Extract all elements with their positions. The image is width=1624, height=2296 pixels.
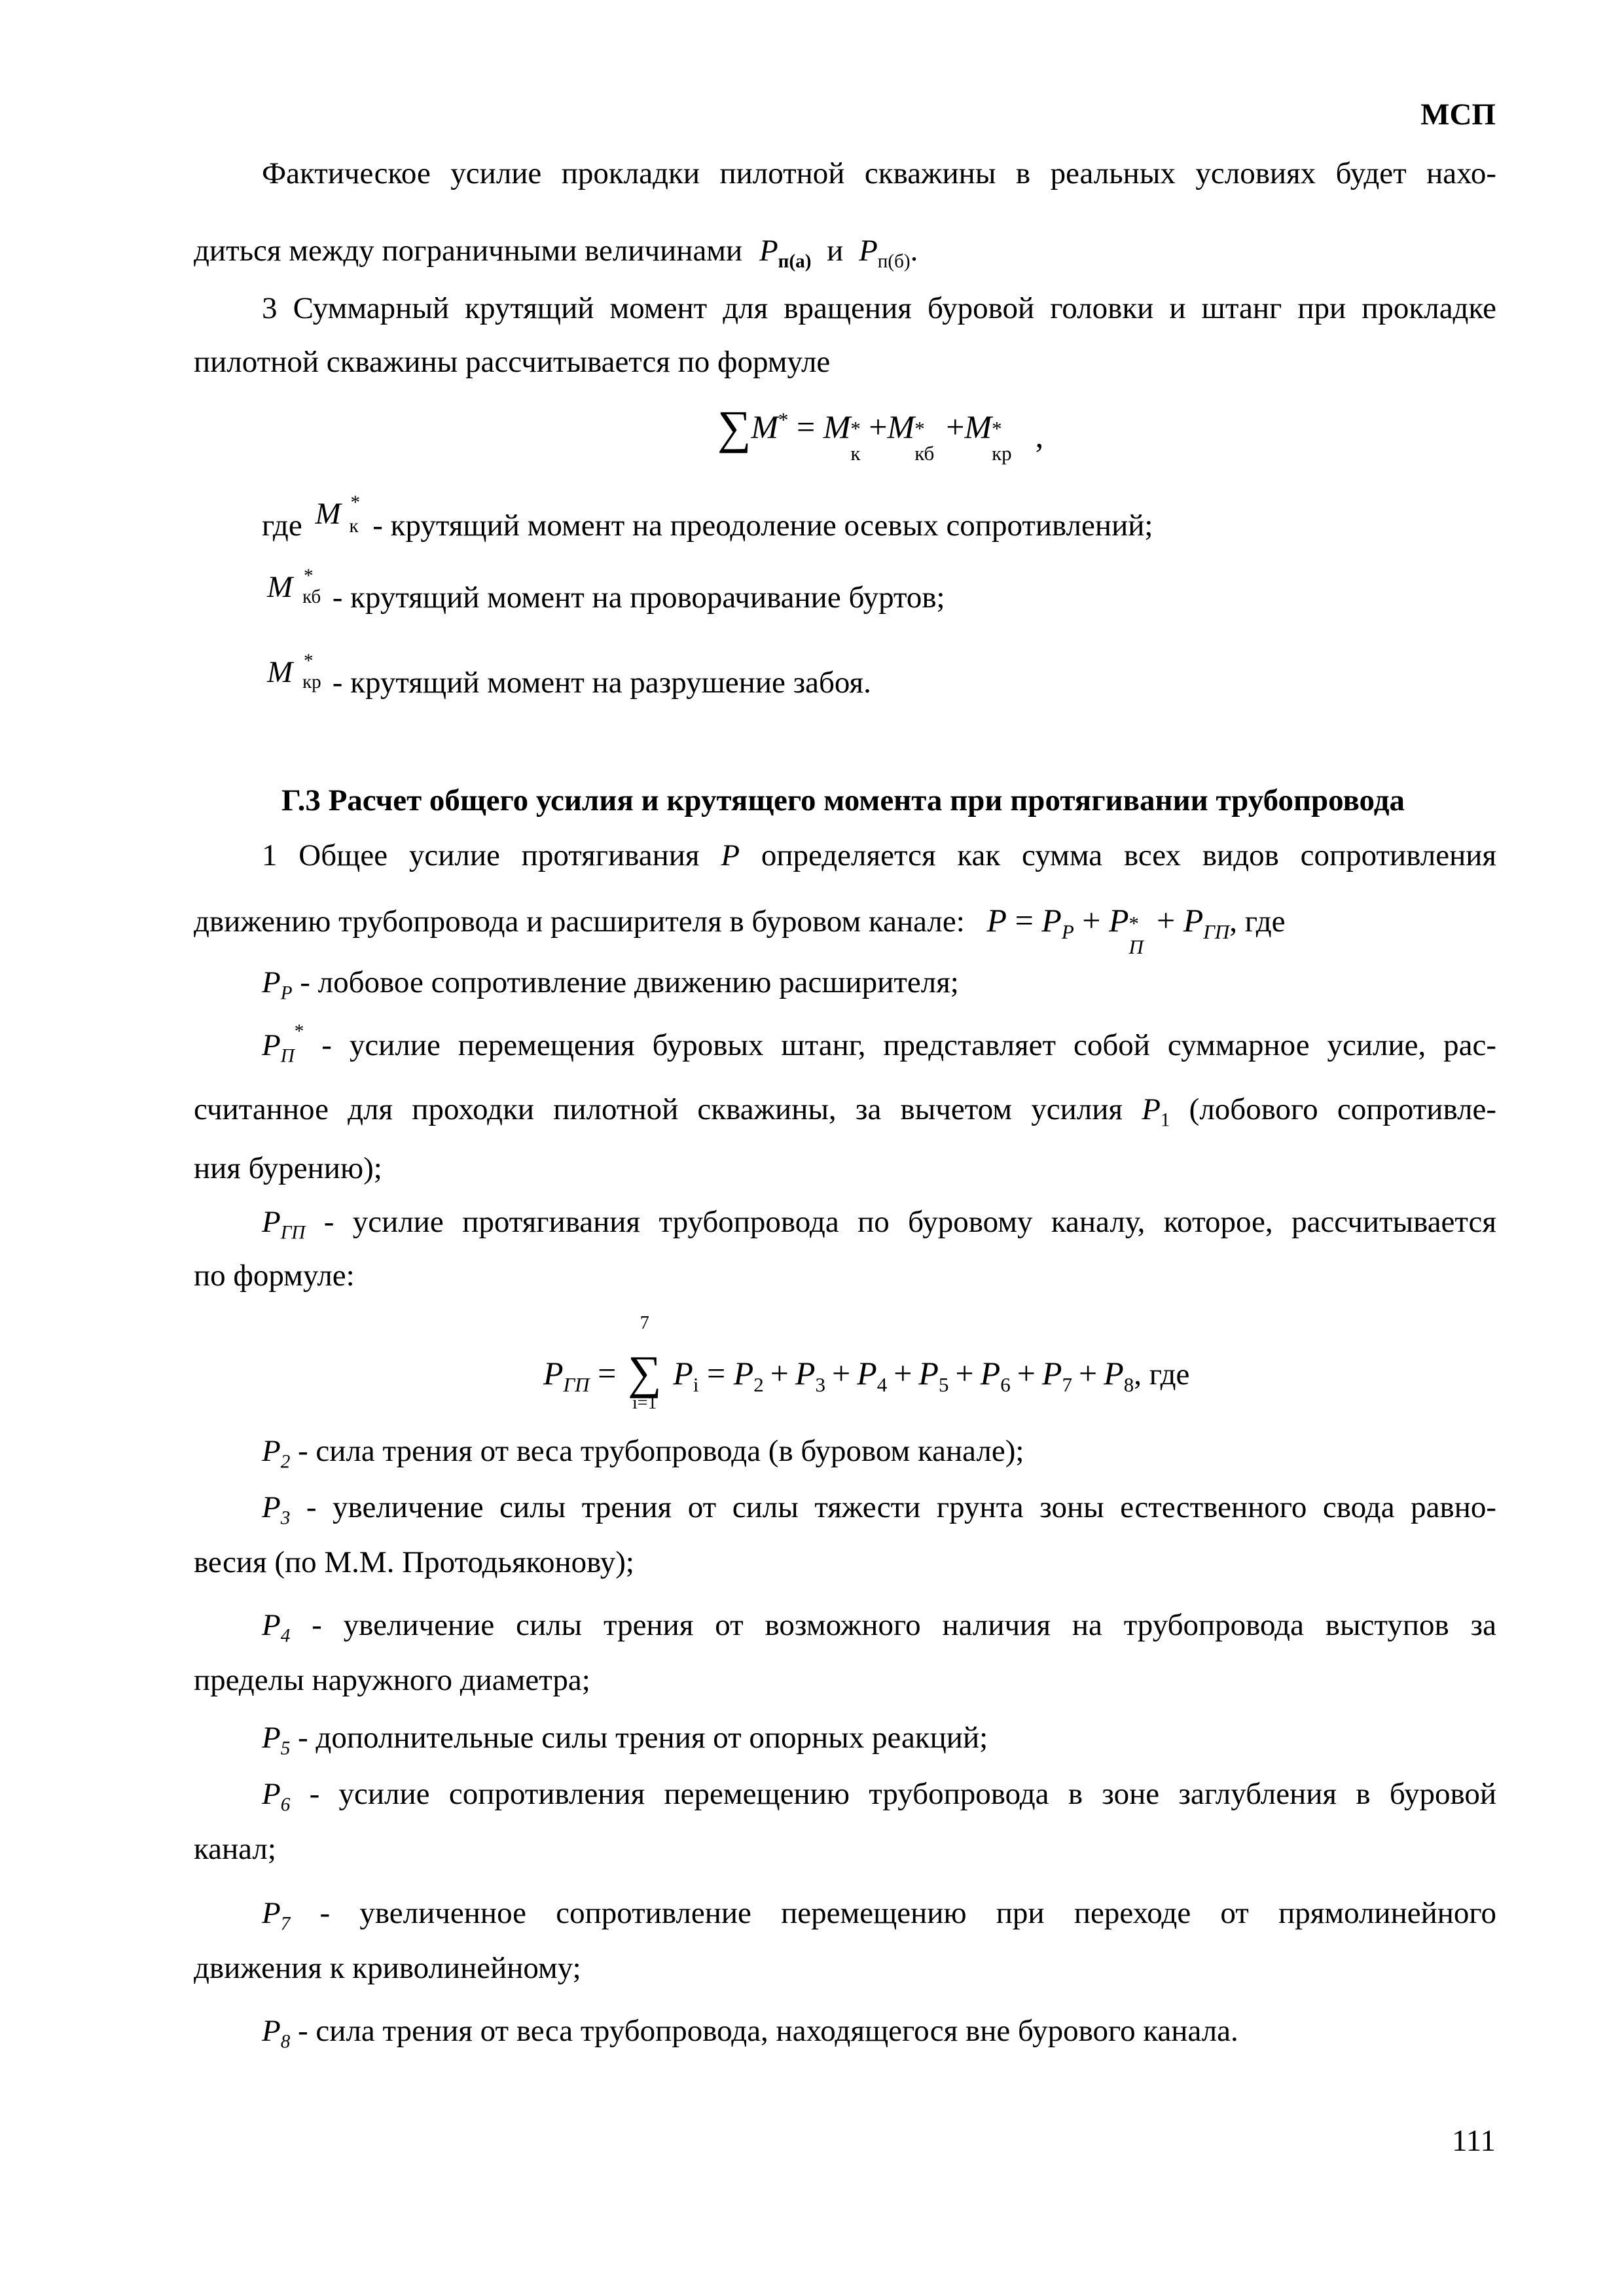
symbol-p6: $P_6$ [262, 1777, 291, 1816]
symbol-p-a [759, 234, 812, 272]
term-p8 [1104, 1355, 1134, 1396]
def-pp-line2 [194, 1092, 1496, 1131]
m-symbol: M [964, 408, 992, 445]
comma: , [1035, 418, 1044, 454]
text: 1 Общее усилие протягивания [262, 838, 700, 872]
sum-sign: ∑ [628, 1346, 662, 1399]
definition-text: - увеличение силы трения от возможного наличия на трубопровода выступов за [290, 1608, 1496, 1642]
sum-upper: 7 [640, 1313, 649, 1333]
definition-continuation: движения к криволинейному; [194, 1951, 581, 1985]
formula-total: $P = P_Р + P$ * П + $P_{ГП}$, где [986, 902, 1286, 958]
def-pp-line3: ния бурению); [194, 1151, 382, 1185]
definition-p7 [262, 1895, 1496, 1935]
period: . [910, 234, 918, 268]
formula-pgp [543, 1313, 1190, 1413]
eq: = [598, 1355, 617, 1391]
sub-r: Р [280, 982, 293, 1004]
p-symbol: P [1041, 1355, 1062, 1391]
symbol-sub: п(б) [877, 251, 911, 272]
sub-i: i [693, 1373, 699, 1396]
symbol-p2: $P_2$ [262, 1434, 291, 1473]
p-symbol: P [986, 902, 1007, 939]
p-symbol: P [1104, 1355, 1124, 1391]
symbol-base: P [759, 234, 778, 268]
def-mkb: M * кб - крутящий момент на проворачивание буртов; [267, 565, 945, 615]
m-symbol: M [823, 408, 851, 445]
symbol-p3: $P_3$ [262, 1490, 291, 1529]
text-and: и [827, 234, 844, 268]
text: определяется как сумма всех видов сопротивления [761, 838, 1497, 872]
def-pr [262, 965, 1496, 1004]
symbol-p4: $P_4$ [262, 1608, 291, 1647]
paragraph-line [194, 233, 918, 272]
definition-text: - сила трения от веса трубопровода, находящегося вне бурового канала. [290, 2014, 1238, 2048]
m-symbol: M [267, 655, 293, 689]
sub-index: 8 [1123, 1373, 1134, 1396]
definition-text: - усилие протягивания трубопровода по буровому каналу, которое, рассчитывается [323, 1205, 1497, 1239]
paragraph-line [194, 902, 1286, 958]
definition-p2 [262, 1433, 1496, 1473]
m-symbol: M [267, 570, 293, 604]
definition-text: - дополнительные силы трения от опорных реакций; [290, 1721, 988, 1755]
definition-p8 [262, 2013, 1496, 2053]
definition-text: - крутящий момент на преодоление осевых сопротивлений; [372, 509, 1153, 543]
symbol-p5: $P_5$ [262, 1721, 291, 1759]
sub-index: 3 [815, 1373, 825, 1396]
plus: + [955, 1355, 974, 1391]
paragraph-line: Фактическое усилие прокладки пилотной скважины в реальных условиях будет нахо- [262, 156, 1496, 190]
paragraph-line [262, 838, 1496, 873]
def-pp-line1 [262, 1021, 1497, 1067]
term-p2 [733, 1355, 764, 1396]
symbol-base: P [859, 234, 878, 268]
definition-text: - увеличенное сопротивление перемещению при переходе от прямолинейного [290, 1896, 1496, 1930]
text: (лобового сопротивле- [1189, 1092, 1496, 1126]
p-symbol: P [980, 1355, 1001, 1391]
symbol-p: P [262, 1205, 281, 1239]
term-p6 [980, 1355, 1011, 1396]
document-code: МСП [1420, 98, 1496, 132]
def-pgp-line1 [262, 1204, 1497, 1244]
plus: + [946, 408, 965, 445]
symbol-p: P [262, 1028, 281, 1062]
m-symbol: M [887, 408, 915, 445]
symbol-p8: $P_8$ [262, 2014, 291, 2053]
p-symbol: P [1108, 902, 1129, 939]
sub-r: Р [1061, 920, 1074, 943]
definition-continuation: весия (по М.М. Протодьяконову); [194, 1545, 634, 1579]
plus: + [770, 1355, 789, 1391]
sum-sign: ∑ [717, 401, 751, 454]
tail: , где [1134, 1357, 1190, 1391]
p-symbol: P [857, 1355, 877, 1391]
def-mk: где M * к - крутящий момент на преодоление осевых сопротивлений; [262, 492, 1153, 543]
plus: + [831, 1355, 851, 1391]
plus: + [869, 408, 888, 445]
definition-p3 [262, 1490, 1496, 1529]
definition-p4 [262, 1607, 1496, 1647]
sub-gp: ГП [280, 1222, 306, 1244]
sub-index: 2 [753, 1373, 764, 1396]
plus: + [1078, 1355, 1098, 1391]
text: движению трубопровода и расширителя в буровом канале: [194, 905, 965, 939]
sub-index: 6 [1000, 1373, 1011, 1396]
symbol-sub: п(а) [778, 251, 812, 272]
definition-text: - крутящий момент на разрушение забоя. [332, 666, 871, 700]
symbol-p-b [859, 234, 911, 272]
sub-1: 1 [1160, 1109, 1170, 1131]
paragraph-line: пилотной скважины рассчитывается по формуле [194, 345, 831, 379]
term-p7 [1041, 1355, 1072, 1396]
eq: = [1015, 902, 1034, 939]
sum-terms [733, 1355, 1134, 1396]
page-number: 111 [1451, 2124, 1496, 2158]
sub-p: П [280, 1045, 295, 1067]
text: считанное для проходки пилотной скважины, за вычетом усилия [194, 1092, 1123, 1126]
p-symbol: P [1183, 902, 1204, 939]
term-p5 [918, 1355, 949, 1396]
definition-p6 [262, 1776, 1496, 1816]
symbol-p7: $P_7$ [262, 1896, 291, 1935]
p-symbol: P [543, 1355, 564, 1391]
where-word: где [262, 509, 302, 543]
sub-index: 7 [1062, 1373, 1072, 1396]
definition-text: - крутящий момент на проворачивание буртов; [332, 581, 945, 615]
star: * [778, 408, 789, 431]
tail: , где [1229, 905, 1286, 939]
definition-continuation: пределы наружного диаметра; [194, 1663, 590, 1697]
m-symbol: M [751, 408, 778, 445]
star: * [294, 1021, 304, 1043]
plus: + [1017, 1355, 1036, 1391]
p-symbol: P [795, 1355, 816, 1391]
sum-block [624, 1313, 665, 1413]
symbol-p: P [721, 838, 740, 872]
sub-gp: ГП [563, 1373, 590, 1396]
term-p4 [857, 1355, 888, 1396]
plus: + [1157, 902, 1176, 939]
m-symbol: M [315, 497, 341, 531]
plus: + [1082, 902, 1101, 939]
eq: = [796, 408, 816, 445]
sub-gp: ГП [1203, 920, 1230, 943]
p-symbol: P [918, 1355, 939, 1391]
p-symbol: P [733, 1355, 754, 1391]
p-symbol: P [673, 1355, 693, 1391]
sub-p: П [1128, 935, 1144, 958]
def-mkr: M * кр - крутящий момент на разрушение забоя. [267, 651, 871, 700]
plus: + [893, 1355, 912, 1391]
paragraph-line: 3 Суммарный крутящий момент для вращения буровой головки и штанг при прокладке [262, 291, 1496, 325]
definition-text: - усилие сопротивления перемещению трубопровода в зоне заглубления в буровой [290, 1777, 1496, 1811]
p-symbol: P [1041, 902, 1062, 939]
definition-text: - лобовое сопротивление движению расширителя; [300, 965, 959, 999]
text: диться между пограничными величинами [194, 234, 743, 268]
sub-index: 5 [938, 1373, 949, 1396]
formula-torque: ∑M* = M * к +M * кб +M * кр , [717, 401, 1044, 465]
definition-continuation: канал; [194, 1832, 276, 1866]
symbol-p1: P [1142, 1092, 1161, 1126]
def-pgp-line2: по формуле: [194, 1259, 355, 1293]
sub-index: 4 [876, 1373, 888, 1396]
symbol-p: P [262, 965, 281, 999]
definition-text: - сила трения от веса трубопровода (в буровом канале); [290, 1434, 1024, 1468]
sum-lower: i=1 [632, 1393, 657, 1413]
eq: = [706, 1355, 726, 1391]
term-p3 [795, 1355, 825, 1396]
definition-p5 [262, 1720, 1496, 1759]
section-heading: Г.3 Расчет общего усилия и крутящего момента при протягивании трубопровода [281, 783, 1405, 817]
definition-text: - увеличение силы трения от силы тяжести грунта зоны естественного свода равно- [290, 1490, 1496, 1524]
definition-text: - усилие перемещения буровых штанг, представляет собой суммарное усилие, рас- [321, 1028, 1497, 1062]
